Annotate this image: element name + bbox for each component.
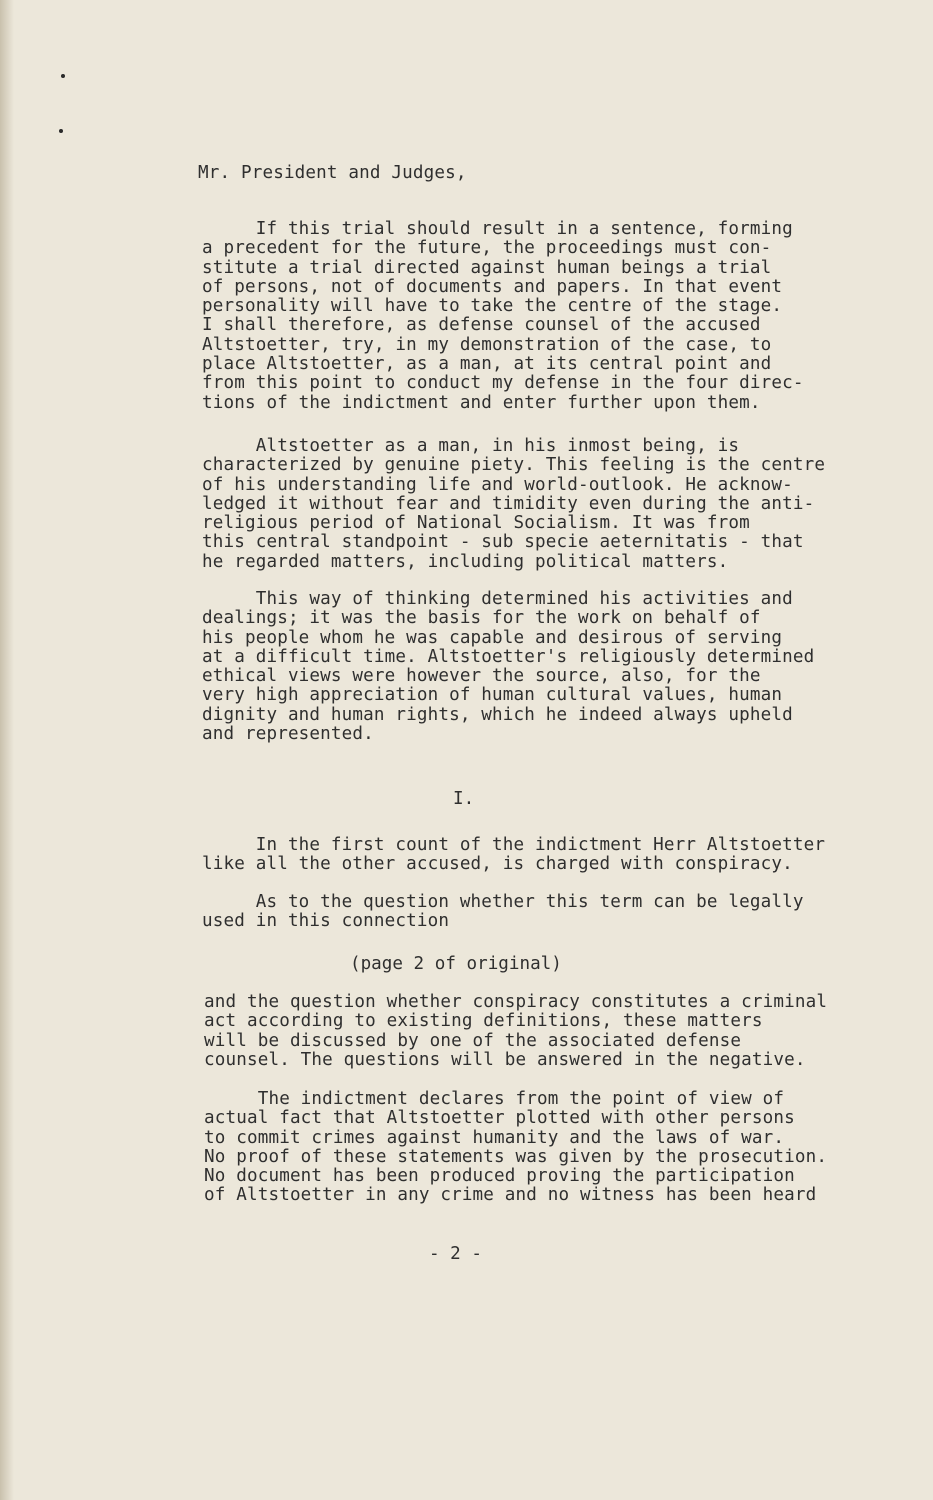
text-line: This way of thinking determined his activities and bbox=[202, 589, 793, 609]
text-line: ledged it without fear and timidity even during the anti- bbox=[202, 493, 815, 514]
text-line: of Altstoetter in any crime and no witness has been heard bbox=[204, 1185, 817, 1206]
section-paragraph-1 bbox=[202, 836, 825, 875]
text-line: act according to existing definitions, these matters bbox=[204, 1011, 763, 1032]
text-line: and the question whether conspiracy constitutes a criminal bbox=[204, 992, 828, 1012]
text-line: No document has been produced proving the participation bbox=[204, 1166, 795, 1187]
text-line: As to the question whether this term can be legally bbox=[202, 892, 804, 912]
text-line: religious period of National Socialism. It was from bbox=[202, 513, 750, 534]
text-line: of his understanding life and world-outlook. He acknow- bbox=[202, 474, 793, 495]
text-line: of persons, not of documents and papers. In that event bbox=[202, 276, 783, 297]
text-line: his people whom he was capable and desirous of serving bbox=[202, 627, 783, 648]
text-line: a precedent for the future, the proceedings must con- bbox=[202, 238, 772, 259]
text-line: ethical views were however the source, also, for the bbox=[202, 666, 761, 687]
text-line: dignity and human rights, which he indeed always upheld bbox=[202, 704, 793, 725]
text-line: personality will have to take the centre of the stage. bbox=[202, 296, 783, 317]
continuation-paragraph-1 bbox=[204, 993, 827, 1070]
punch-hole-mark bbox=[59, 129, 63, 133]
text-line: counsel. The questions will be answered in the negative. bbox=[204, 1049, 806, 1070]
section-heading: I. bbox=[453, 789, 475, 809]
text-line: place Altstoetter, as a man, at its central point and bbox=[202, 354, 772, 375]
text-line: from this point to conduct my defense in the four direc- bbox=[202, 373, 804, 394]
text-line: Altstoetter as a man, in his inmost being, is bbox=[202, 436, 740, 456]
text-line: to commit crimes against humanity and the laws of war. bbox=[204, 1127, 785, 1148]
text-line: characterized by genuine piety. This feeling is the centre bbox=[202, 455, 826, 476]
text-line: The indictment declares from the point of view of bbox=[204, 1089, 785, 1109]
paragraph-1 bbox=[202, 220, 804, 413]
text-line: actual fact that Altstoetter plotted with other persons bbox=[204, 1108, 795, 1129]
page-number: - 2 - bbox=[429, 1244, 482, 1264]
punch-hole-mark bbox=[61, 74, 65, 78]
text-line: he regarded matters, including political matters. bbox=[202, 551, 729, 572]
text-line: Altstoetter, try, in my demonstration of the case, to bbox=[202, 334, 772, 355]
text-line: will be discussed by one of the associated defense bbox=[204, 1030, 742, 1051]
text-line: No proof of these statements was given by the prosecution. bbox=[204, 1146, 828, 1167]
continuation-paragraph-2 bbox=[204, 1090, 827, 1206]
paragraph-2 bbox=[202, 437, 825, 572]
text-line: at a difficult time. Altstoetter's religiously determined bbox=[202, 646, 815, 667]
text-line: In the first count of the indictment Herr Altstoetter bbox=[202, 835, 826, 855]
text-line: like all the other accused, is charged with conspiracy. bbox=[202, 854, 793, 875]
text-line: this central standpoint - sub specie aeternitatis - that bbox=[202, 532, 804, 553]
text-line: I shall therefore, as defense counsel of the accused bbox=[202, 315, 761, 336]
text-line: and represented. bbox=[202, 724, 374, 745]
section-paragraph-2 bbox=[202, 893, 804, 932]
text-line: stitute a trial directed against human beings a trial bbox=[202, 257, 772, 278]
text-line: dealings; it was the basis for the work on behalf of bbox=[202, 608, 761, 629]
text-line: used in this connection bbox=[202, 911, 450, 932]
page-edge-shadow bbox=[0, 0, 14, 1500]
text-line: very high appreciation of human cultural values, human bbox=[202, 685, 783, 706]
text-line: tions of the indictment and enter further upon them. bbox=[202, 392, 761, 413]
paragraph-3 bbox=[202, 590, 814, 744]
salutation: Mr. President and Judges, bbox=[198, 163, 467, 183]
text-line: If this trial should result in a sentence, forming bbox=[202, 219, 793, 239]
original-page-note: (page 2 of original) bbox=[350, 954, 562, 974]
